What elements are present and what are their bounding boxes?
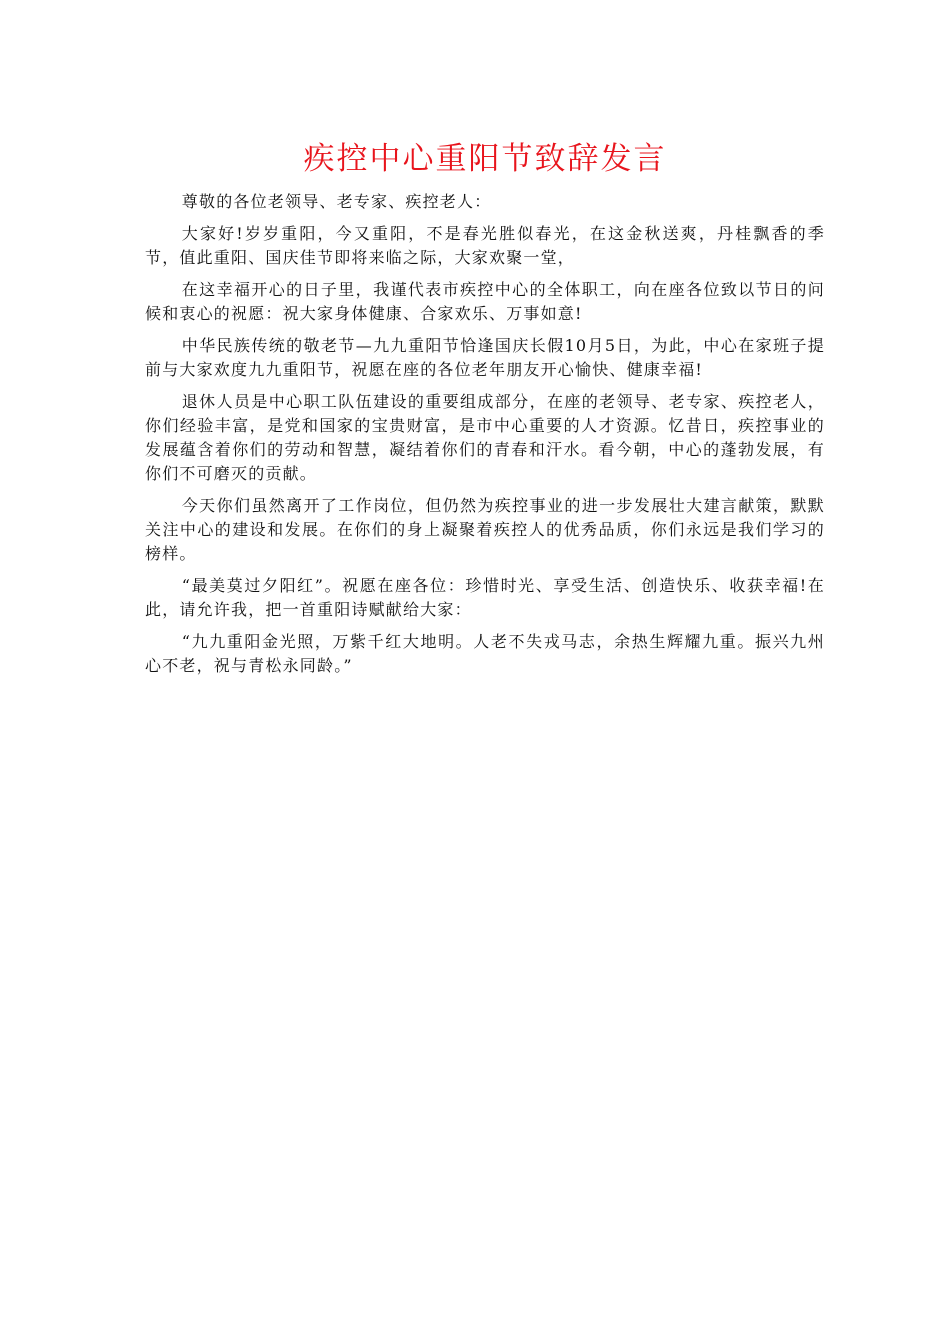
- blessing-paragraph: “最美莫过夕阳红”。祝愿在座各位：珍惜时光、享受生活、创造快乐、收获幸福!在此，请允许我，把一首重阳诗赋献给大家：: [145, 576, 825, 619]
- salutation-paragraph: 尊敬的各位老领导、老专家、疾控老人：: [181, 192, 492, 211]
- document-title: 疾控中心重阳节致辞发言: [303, 141, 667, 177]
- contribution-paragraph: 今天你们虽然离开了工作岗位，但仍然为疾控事业的进一步发展壮大建言献策，默默关注中心的建设和发展。在你们的身上凝聚着疾控人的优秀品质，你们永远是我们学习的榜样。: [145, 496, 825, 563]
- wishes-paragraph: 在这幸福开心的日子里，我谨代表市疾控中心的全体职工，向在座各位致以节日的问候和衷心的祝愿：祝大家身体健康、合家欢乐、万事如意!: [145, 280, 825, 323]
- poem-paragraph: “九九重阳金光照，万紫千红大地明。人老不失戎马志，余热生辉耀九重。振兴九州心不老，祝与青松永同龄。”: [145, 632, 825, 675]
- retirees-paragraph: 退休人员是中心职工队伍建设的重要组成部分，在座的老领导、老专家、疾控老人，你们经验丰富，是党和国家的宝贵财富，是市中心重要的人才资源。忆昔日，疾控事业的发展蕴含着你们的劳动和智慧，凝结着你们的青春和汗水。看今朝，中心的蓬勃发展，有你们不可磨灭的贡献。: [145, 392, 825, 483]
- festival-paragraph: 中华民族传统的敬老节—九九重阳节恰逢国庆长假10月5日，为此，中心在家班子提前与大家欢度九九重阳节，祝愿在座的各位老年朋友开心愉快、健康幸福!: [145, 336, 825, 379]
- greeting-paragraph: 大家好!岁岁重阳，今又重阳，不是春光胜似春光，在这金秋送爽，丹桂飘香的季节，值此重阳、国庆佳节即将来临之际，大家欢聚一堂，: [145, 224, 825, 267]
- document-body: [145, 190, 825, 686]
